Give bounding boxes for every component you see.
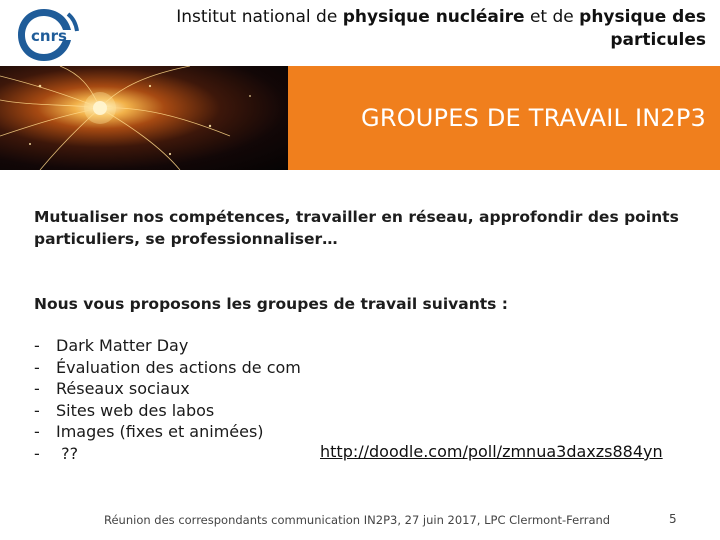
list-item: - Dark Matter Day: [34, 336, 189, 355]
groups-list: [34, 335, 354, 464]
svg-text:cnrs: cnrs: [31, 27, 67, 45]
title-banner: [0, 66, 720, 170]
groups-heading: Nous vous proposons les groupes de travail suivants :: [34, 295, 508, 313]
institute-name: [86, 6, 706, 52]
slide-title: GROUPES DE TRAVAIL IN2P3: [361, 104, 706, 132]
list-item: - Sites web des labos: [34, 400, 215, 420]
page-number: 5: [669, 512, 677, 526]
list-item: - Réseaux sociaux: [34, 379, 190, 398]
institute-name-line2: particules: [610, 30, 706, 50]
institute-name-line1: Institut national de physique nucléaire et de physique des: [176, 7, 706, 27]
list-item: - Évaluation des actions de com: [34, 357, 301, 377]
footer-text: Réunion des correspondants communication IN2P3, 27 juin 2017, LPC Clermont-Ferrand: [104, 513, 611, 527]
particle-collision-image: [0, 66, 288, 170]
list-item: - Images (fixes et animées): [34, 422, 264, 441]
list-item: - ??: [34, 443, 79, 463]
banner-orange-band: [288, 66, 720, 170]
intro-text: Mutualiser nos compétences, travailler en réseau, approfondir des points particuliers, se professionnaliser…: [34, 208, 679, 248]
cnrs-logo: [14, 4, 80, 66]
doodle-poll-link[interactable]: http://doodle.com/poll/zmnua3daxzs884yn: [320, 442, 663, 461]
